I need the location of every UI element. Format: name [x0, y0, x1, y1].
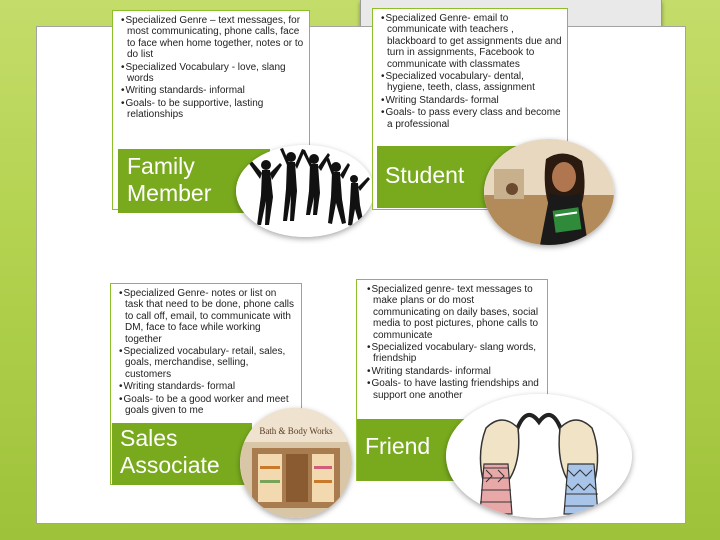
bullet-item: • Specialized vocabulary- slang words, friendship [365, 342, 543, 365]
student-photo [484, 139, 614, 245]
sales-photo [240, 408, 352, 518]
student-with-books-icon [484, 139, 614, 245]
label-line: Associate [120, 452, 220, 478]
label-line: Student [385, 162, 465, 188]
bullet-item: • Goals- to be a good worker and meet goals given to me [117, 394, 297, 417]
friend-bullets [365, 284, 543, 401]
bullet-item: • Specialized vocabulary- retail, sales, goals, merchandise, selling, customers [117, 346, 297, 380]
label-line: Family [127, 153, 195, 179]
friend-photo [446, 394, 632, 518]
bullet-item: • Specialized genre- text messages to make plans or do most communicating on daily bases, social media to post pictures, phone calls to communicate [365, 284, 543, 341]
store-front-icon [240, 408, 352, 518]
bullet-item: • Specialized Genre- notes or list on task that need to be done, phone calls to call off, email, to communicate with DM, face to face while working together [117, 288, 297, 345]
student-bullets [379, 13, 563, 130]
store-sign-text: Bath & Body Works [259, 426, 333, 436]
bullet-item: • Specialized Genre- email to communicate with teachers , blackboard to get assignments due and turn in assignments, Facebook to communicate with classmates [379, 13, 563, 70]
bullet-item: • Goals- to have lasting friendships and support one another [365, 378, 543, 401]
bullet-item: • Goals- to be supportive, lasting relationships [119, 98, 305, 121]
sales-associate-bullets [117, 288, 297, 416]
bullet-item: • Writing Standards- formal [379, 95, 563, 106]
bullet-item: • Specialized vocabulary- dental, hygiene, teeth, class, assignment [379, 71, 563, 94]
label-line: Sales [120, 425, 178, 451]
bullet-item: • Specialized Vocabulary - love, slang words [119, 62, 305, 85]
jumping-people-silhouettes-icon [236, 145, 374, 237]
family-member-bullets [119, 15, 305, 121]
bullet-item: • Writing standards- informal [365, 366, 543, 377]
family-photo [236, 145, 374, 237]
label-line: Friend [365, 433, 431, 459]
friends-heart-drawing-icon [446, 394, 632, 518]
sales-associate-label [112, 423, 252, 485]
label-line: Member [127, 180, 212, 206]
bullet-item: • Writing standards- formal [117, 381, 297, 392]
bullet-item: • Goals- to pass every class and become a professional [379, 107, 563, 130]
bullet-item: • Writing standards- informal [119, 85, 305, 96]
bullet-item: • Specialized Genre – text messages, for most communicating, phone calls, face to face when home together, notes or to do list [119, 15, 305, 61]
